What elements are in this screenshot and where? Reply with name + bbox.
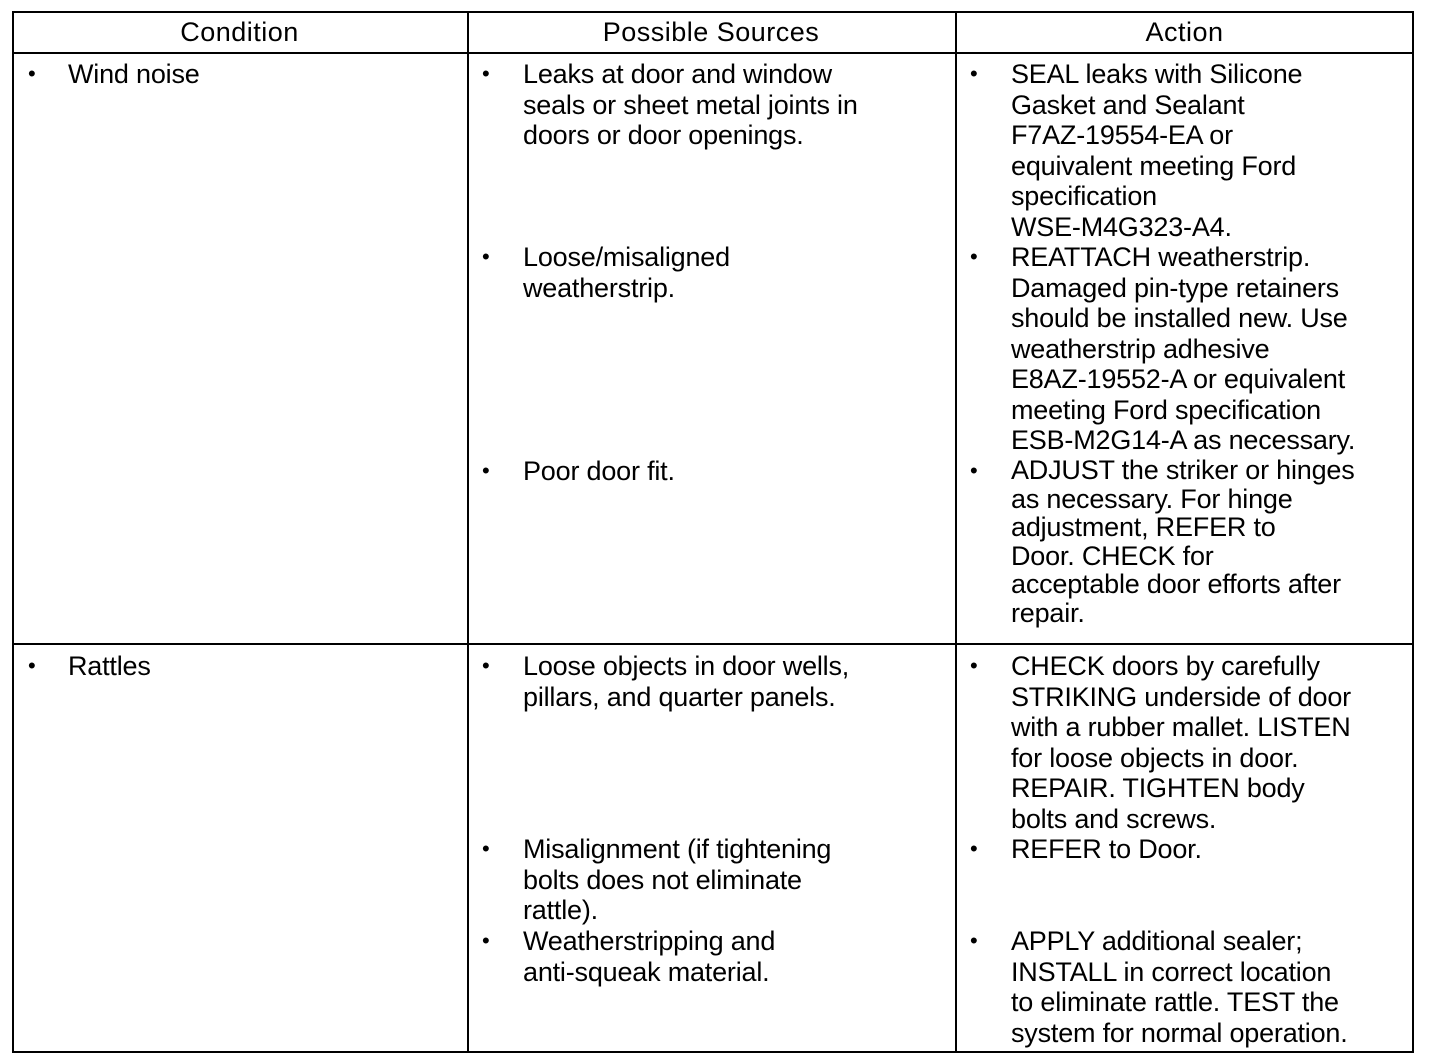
header-condition: Condition (180, 17, 299, 47)
header-divider (14, 52, 1412, 54)
bullet-icon: • (970, 61, 978, 86)
bullet-icon: • (482, 61, 490, 86)
condition-cell: Wind noise (68, 59, 200, 89)
bullet-icon: • (970, 244, 978, 269)
source-cell: Misalignment (if tightening bolts does not eliminate rattle). (523, 834, 832, 925)
bullet-icon: • (970, 836, 978, 861)
bullet-icon: • (482, 836, 490, 861)
source-cell: Weatherstripping and anti-squeak material. (523, 926, 776, 987)
bullet-icon: • (482, 458, 490, 483)
bullet-icon: • (970, 458, 978, 483)
bullet-icon: • (482, 928, 490, 953)
row-divider (14, 643, 1412, 645)
bullet-icon: • (482, 653, 490, 678)
action-cell: REATTACH weatherstrip. Damaged pin-type retainers should be installed new. Use weatherstrip adhesive E8AZ-19552-A or equivalent meeting Ford specification ESB-M2G14-A as necessary. (1011, 242, 1356, 455)
action-cell: REFER to Door. (1011, 834, 1202, 864)
column-divider-1 (467, 13, 469, 1051)
action-cell: CHECK doors by carefully STRIKING underside of door with a rubber mallet. LISTEN for loose objects in door. REPAIR. TIGHTEN body bolts and screws. (1011, 651, 1351, 834)
header-action: Action (1145, 17, 1224, 47)
bullet-icon: • (482, 244, 490, 269)
bullet-icon: • (970, 653, 978, 678)
action-cell: ADJUST the striker or hinges as necessary. For hinge adjustment, REFER to Door. CHECK for acceptable door efforts after repair. (1011, 455, 1355, 628)
action-cell: SEAL leaks with Silicone Gasket and Sealant F7AZ-19554-EA or equivalent meeting Ford specification WSE-M4G323-A4. (1011, 59, 1303, 242)
bullet-icon: • (970, 928, 978, 953)
source-cell: Leaks at door and window seals or sheet metal joints in doors or door openings. (523, 59, 858, 150)
source-cell: Loose/misaligned weatherstrip. (523, 242, 730, 303)
source-cell: Poor door fit. (523, 456, 675, 486)
bullet-icon: • (28, 653, 36, 678)
header-possible-sources: Possible Sources (602, 17, 820, 47)
action-cell: APPLY additional sealer; INSTALL in correct location to eliminate rattle. TEST the system for normal operation. (1011, 926, 1348, 1048)
condition-cell: Rattles (68, 651, 151, 681)
source-cell: Loose objects in door wells, pillars, and quarter panels. (523, 651, 850, 712)
column-divider-2 (955, 13, 957, 1051)
bullet-icon: • (28, 61, 36, 86)
